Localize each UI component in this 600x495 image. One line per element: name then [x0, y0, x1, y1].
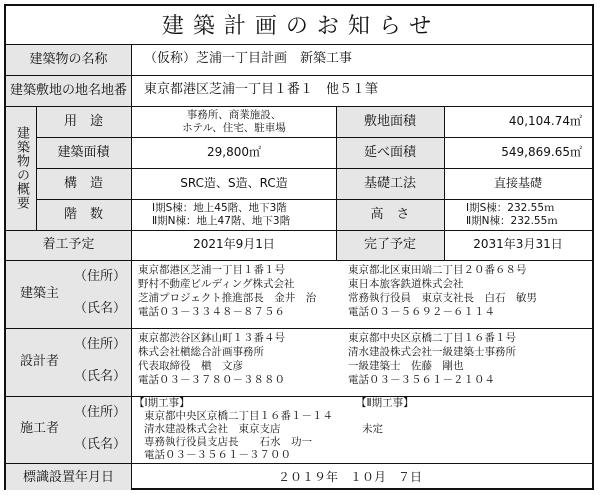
- site-area-value: 40,104.74㎡: [508, 114, 582, 128]
- floors-label: 階 数: [63, 207, 103, 222]
- use-value-line-2: ホテル、住宅、駐車場: [182, 122, 286, 134]
- overview-side-label: 建築物の概要: [14, 126, 29, 210]
- designer-label: 設計者: [20, 354, 60, 369]
- owner-label: 建築主: [20, 286, 60, 301]
- phase2-label: 【Ⅱ期工事】: [356, 397, 414, 409]
- structure-value: SRC造、S造、RC造: [180, 176, 288, 190]
- owner-address-label: （住所）: [74, 269, 127, 284]
- owner-left-line-2: 野村不動産ビルディング株式会社: [138, 278, 295, 290]
- site-area-label: 敷地面積: [363, 114, 416, 129]
- designer-right-line-2: 清水建設株式会社一級建築士事務所: [348, 346, 516, 358]
- floors-value-line-2: Ⅱ期N棟：地上47階、地下3階: [152, 215, 291, 227]
- phase1-line-2: 清水建設株式会社 東京支店: [144, 423, 281, 435]
- designer-address-label: （住所）: [74, 337, 127, 352]
- phase1-line-1: 東京都中央区京橋二丁目１６番１－１４: [144, 410, 333, 422]
- structure-label: 構 造: [63, 176, 103, 191]
- floors-value-line-1: Ⅰ期S棟：地上45階、地下3階: [152, 202, 287, 214]
- owner-left-line-4: 電話０３－３３４８－８７５６: [138, 306, 285, 318]
- building-name-value: （仮称）芝浦一丁目計画 新築工事: [144, 51, 353, 66]
- designer-left-line-1: 東京都渋谷区鉢山町１３番４号: [138, 332, 285, 344]
- contractor-address-label: （住所）: [74, 405, 127, 420]
- floor-area-value: 549,869.65㎡: [501, 145, 582, 159]
- building-area-label: 建築面積: [57, 145, 110, 160]
- use-value-line-1: 事務所、商業施設、: [186, 109, 282, 121]
- designer-left-line-4: 電話０３－３７８０－３８８０: [138, 374, 285, 386]
- phase1-line-4: 電話０３－３５６１－３７００: [144, 449, 291, 461]
- site-address-label: 建築敷地の地名地番: [9, 83, 127, 98]
- designer-name-label: （氏名）: [74, 369, 127, 384]
- height-value-line-2: Ⅱ期N棟：232.55ｍ: [466, 215, 558, 227]
- floor-area-label: 延べ面積: [363, 145, 416, 160]
- foundation-value: 直接基礎: [493, 176, 542, 190]
- end-date-value: 2031年3月31日: [473, 237, 563, 251]
- start-date-label: 着工予定: [42, 237, 95, 252]
- use-label: 用 途: [63, 114, 103, 129]
- phase2-value: 未定: [362, 423, 383, 435]
- owner-right-line-3: 常務執行役員 東京支社長 白石 敏男: [348, 292, 537, 304]
- foundation-label: 基礎工法: [363, 176, 416, 191]
- phase1-line-3: 専務執行役員支店長 石水 功一: [144, 436, 312, 448]
- height-label: 高 さ: [370, 207, 410, 222]
- contractor-label: 施工者: [20, 421, 60, 436]
- building-area-value: 29,800㎡: [207, 145, 261, 159]
- designer-right-line-1: 東京都中央区京橋二丁目１６番１号: [348, 332, 516, 344]
- designer-right-line-4: 電話０３－３５６１－２１０４: [348, 374, 495, 386]
- phase1-label: 【Ⅰ期工事】: [134, 397, 190, 409]
- owner-left-line-1: 東京都港区芝浦一丁目１番１号: [138, 264, 285, 276]
- owner-left-line-3: 芝浦プロジェクト推進部長 金井 治: [138, 292, 317, 304]
- owner-right-line-2: 東日本旅客鉄道株式会社: [348, 278, 464, 290]
- contractor-name-label: （氏名）: [74, 437, 127, 452]
- start-date-value: 2021年9月1日: [193, 237, 275, 251]
- designer-left-line-3: 代表取締役 槇 文彦: [138, 360, 243, 372]
- building-name-label: 建築物の名称: [29, 52, 108, 67]
- owner-name-label: （氏名）: [74, 301, 127, 316]
- height-value-line-1: Ⅰ期S棟：232.55ｍ: [466, 202, 555, 214]
- owner-right-line-1: 東京都北区東田端二丁目２０番６８号: [348, 264, 527, 276]
- sign-date-label: 標識設置年月日: [22, 470, 114, 485]
- notice-board: [4, 4, 594, 490]
- page-title: 建築計画のお知らせ: [161, 14, 441, 39]
- designer-right-line-3: 一級建築士 佐藤 剛也: [348, 360, 464, 372]
- site-address-value: 東京都港区芝浦一丁目１番１ 他５１筆: [144, 82, 379, 97]
- designer-left-line-2: 株式会社槇総合計画事務所: [138, 346, 264, 358]
- owner-right-line-4: 電話０３－５６９２－６１１４: [348, 306, 495, 318]
- sign-date-value: ２０１９年 １０月 ７日: [278, 470, 423, 484]
- end-date-label: 完了予定: [363, 237, 416, 252]
